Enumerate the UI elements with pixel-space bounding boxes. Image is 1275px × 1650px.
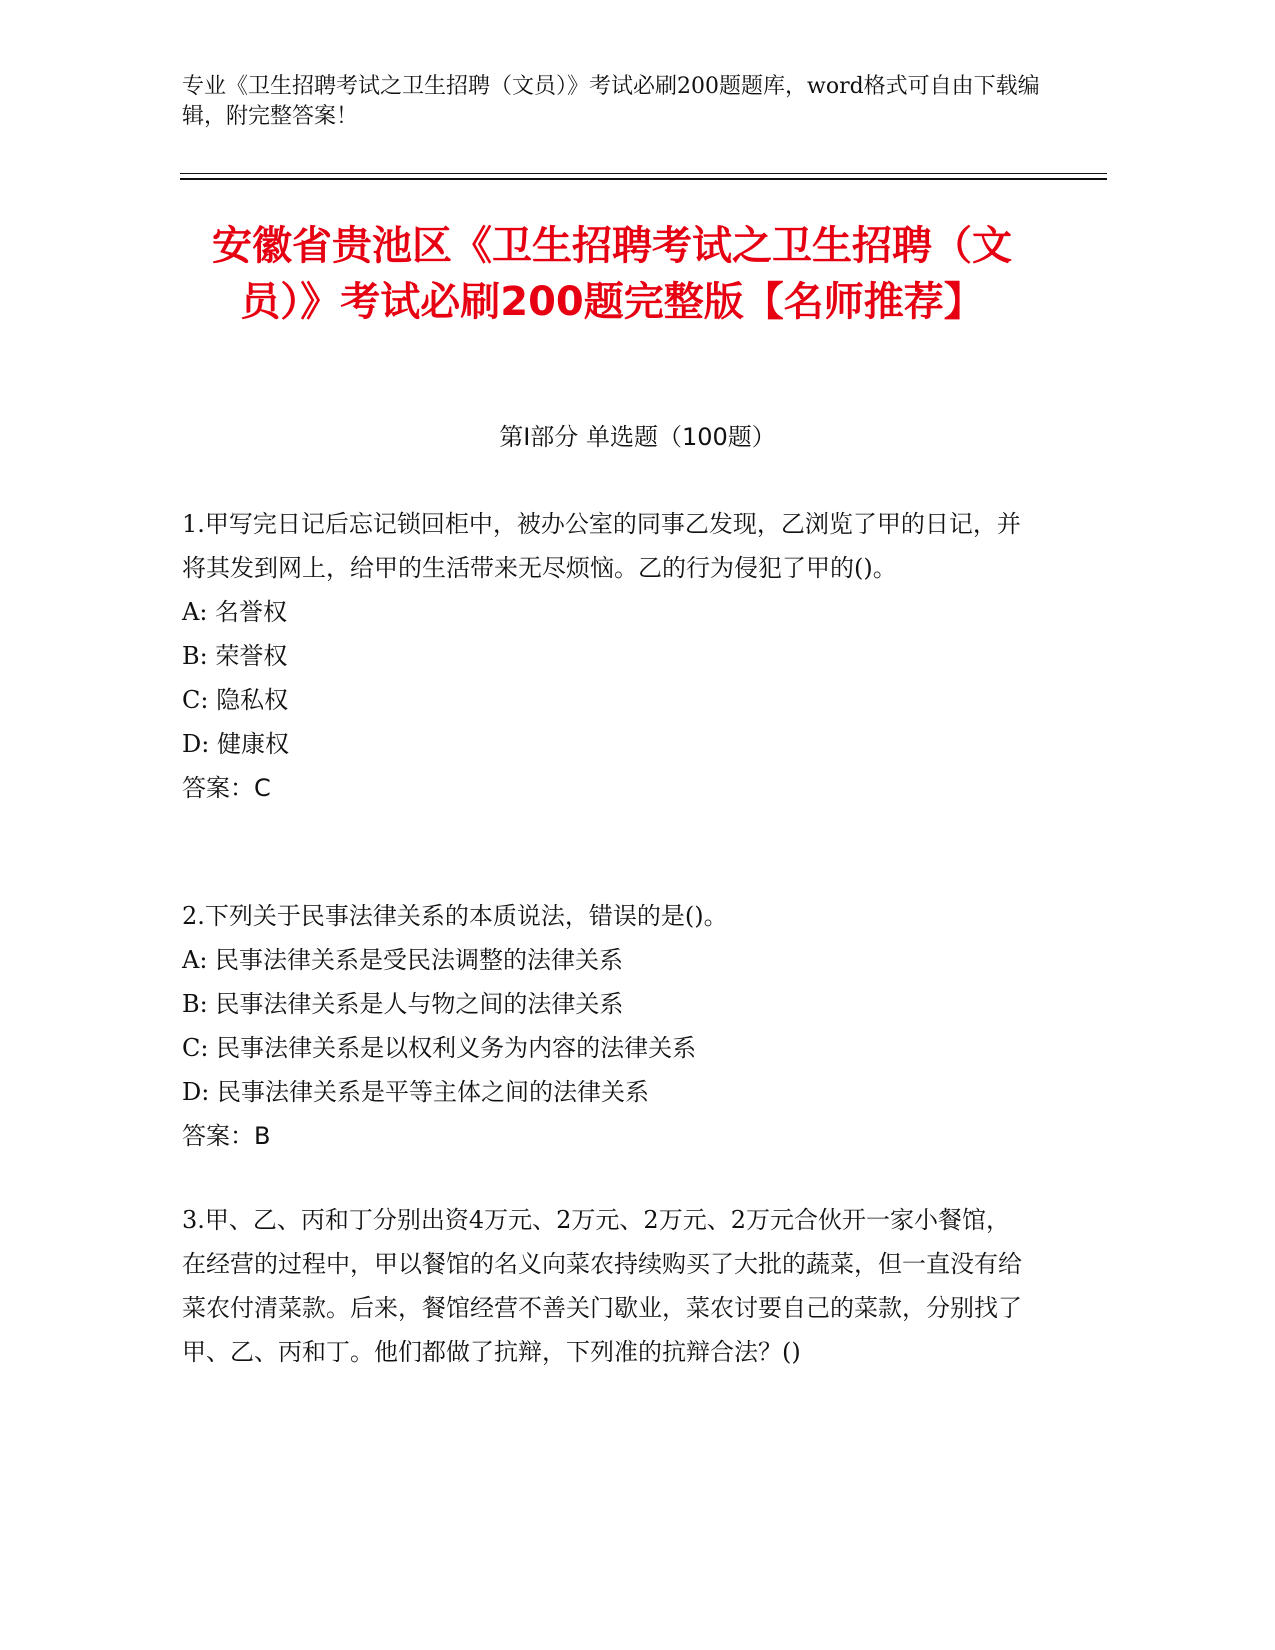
question-stem: 2.下列关于民事法律关系的本质说法，错误的是()。 bbox=[182, 902, 728, 930]
section-heading: 第I部分 单选题（100题） bbox=[499, 423, 776, 451]
answer: 答案：B bbox=[182, 1122, 271, 1150]
option-c: C: 民事法律关系是以权利义务为内容的法律关系 bbox=[182, 1034, 697, 1062]
question-3 bbox=[182, 1198, 1032, 1374]
document-title: 安徽省贵池区《卫生招聘考试之卫生招聘（文员）》考试必刷200题完整版【名师推荐】 bbox=[212, 223, 1012, 325]
option-d: D: 民事法律关系是平等主体之间的法律关系 bbox=[182, 1078, 649, 1106]
answer: 答案：C bbox=[182, 774, 271, 802]
question-1 bbox=[182, 502, 1032, 810]
option-a: A: 民事法律关系是受民法调整的法律关系 bbox=[182, 946, 624, 974]
option-b: B: 荣誉权 bbox=[182, 642, 288, 670]
header-divider-thin bbox=[180, 173, 1107, 174]
question-stem: 3.甲、乙、丙和丁分别出资4万元、2万元、2万元、2万元合伙开一家小餐馆，在经营的过程中，甲以餐馆的名义向菜农持续购买了大批的蔬菜，但一直没有给菜农付清菜款。后来，餐馆经营不善关门歇业，菜农讨要自己的菜款，分别找了甲、乙、丙和丁。他们都做了抗辩，下列准的抗辩合法？() bbox=[182, 1206, 1022, 1366]
option-d: D: 健康权 bbox=[182, 730, 289, 758]
question-2 bbox=[182, 894, 1032, 1158]
option-c: C: 隐私权 bbox=[182, 686, 289, 714]
option-a: A: 名誉权 bbox=[182, 598, 288, 626]
option-b: B: 民事法律关系是人与物之间的法律关系 bbox=[182, 990, 624, 1018]
header-divider-thick bbox=[180, 178, 1107, 180]
header-note: 专业《卫生招聘考试之卫生招聘（文员）》考试必刷200题题库，word格式可自由下载编辑，附完整答案！ bbox=[182, 74, 1040, 129]
question-stem: 1.甲写完日记后忘记锁回柜中，被办公室的同事乙发现，乙浏览了甲的日记，并将其发到网上，给甲的生活带来无尽烦恼。乙的行为侵犯了甲的()。 bbox=[182, 510, 1021, 582]
